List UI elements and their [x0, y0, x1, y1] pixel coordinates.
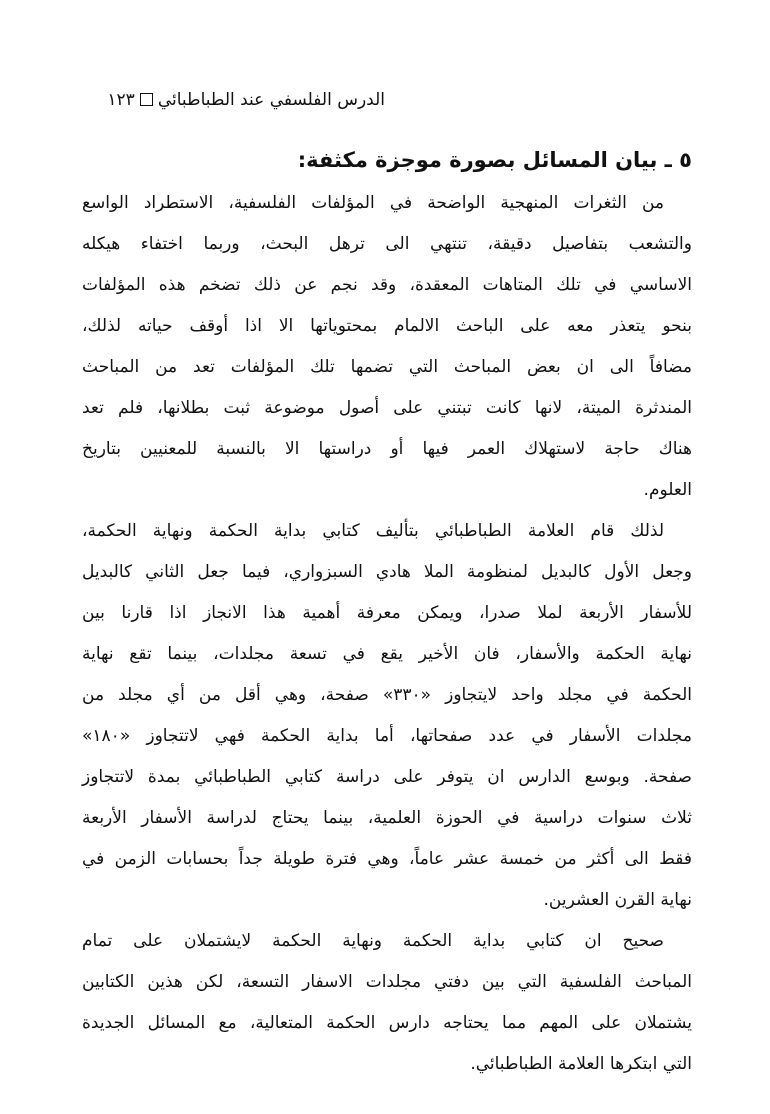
text-line: التي ابتكرها العلامة الطباطبائي. — [470, 1054, 692, 1074]
text-line: من الثغرات المنهجية الواضحة في المؤلفات الفلسفية، الاستطراد الواسع — [82, 193, 664, 213]
text-line: العلوم. — [643, 480, 692, 500]
text-line: الحكمة في مجلد واحد لايتجاوز «٣٣٠» صفحة، وهي أقل من أي مجلد من — [82, 685, 692, 705]
page-body — [82, 145, 692, 1085]
text-line: هناك حاجة لاستهلاك العمر فيها أو دراستها الا بالنسبة للمعنيين بتاريخ — [82, 439, 692, 459]
text-line: ثلاث سنوات دراسية في الحوزة العلمية، بينما يحتاج لدراسة الأسفار الأربعة — [82, 808, 692, 828]
text-line: يشتملان على المهم مما يحتاجه دارس الحكمة المتعالية، مع المسائل الجديدة — [82, 1013, 692, 1033]
section-heading: ٥ ـ بيان المسائل بصورة موجزة مكثفة: — [297, 148, 692, 172]
text-line: فقط الى أكثر من خمسة عشر عاماً، وهي فترة طويلة جداً بحسابات الزمن في — [82, 849, 692, 869]
text-line: صحيح ان كتابي بداية الحكمة ونهاية الحكمة لايشتملان على تمام — [82, 931, 664, 951]
text-line: والتشعب بتفاصيل دقيقة، تنتهي الى ترهل البحث، وربما اختفاء هيكله — [82, 234, 692, 254]
text-line: نهاية القرن العشرين. — [543, 890, 692, 910]
paragraph-1 — [82, 183, 692, 511]
paragraph-2 — [82, 511, 692, 921]
text-line: المباحث الفلسفية التي بين دفتي مجلدات الاسفار التسعة، لكن هذين الكتابين — [82, 972, 692, 992]
text-line: الاساسي في تلك المتاهات المعقدة، وقد نجم عن ذلك تضخم هذه المؤلفات — [82, 275, 692, 295]
text-line: وجعل الأول كالبديل لمنظومة الملا هادي السبزواري، فيما جعل الثاني كالبديل — [82, 562, 692, 582]
running-header — [107, 88, 385, 112]
text-line: بنحو يتعذر معه على الباحث الالمام بمحتوياتها الا اذا أوقف حياته لذلك، — [82, 316, 692, 336]
page-number: ١٢٣ — [107, 90, 135, 110]
text-line: نهاية الحكمة والأسفار، فان الأخير يقع في تسعة مجلدات، بينما تقع نهاية — [82, 644, 692, 664]
text-line: مجلدات الأسفار في عدد صفحاتها، أما بداية الحكمة فهي لاتتجاوز «١٨٠» — [82, 726, 692, 746]
paragraph-3 — [82, 921, 692, 1085]
text-line: لذلك قام العلامة الطباطبائي بتأليف كتابي بداية الحكمة ونهاية الحكمة، — [82, 521, 664, 541]
text-line: المندثرة الميتة، لانها كانت تبتني على أصول موضوعة ثبت بطلانها، فلم تعد — [82, 398, 692, 418]
text-line: للأسفار الأربعة لملا صدرا، ويمكن معرفة أهمية هذا الانجاز اذا قارنا بين — [82, 603, 692, 623]
square-separator-icon — [140, 93, 153, 106]
text-line: صفحة. وبوسع الدارس ان يتوفر على دراسة كتابي الطباطبائي بمدة لاتتجاوز — [82, 767, 692, 787]
running-title: الدرس الفلسفي عند الطباطبائي — [157, 90, 385, 110]
text-line: مضافاً الى ان بعض المباحث التي تضمها تلك المؤلفات تعد من المباحث — [82, 357, 692, 377]
